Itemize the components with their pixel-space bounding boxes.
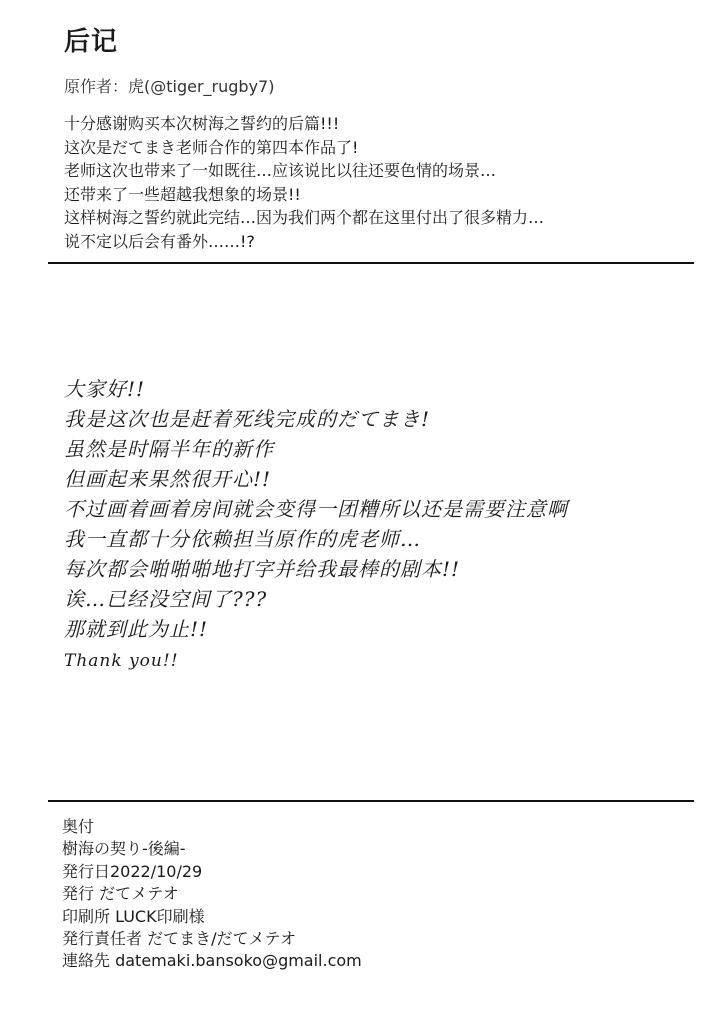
message-line: 大家好!!	[64, 377, 146, 401]
message-line: 不过画着画着房间就会变得一团糟所以还是需要注意啊	[64, 497, 568, 521]
colophon	[62, 816, 362, 973]
message-line: 我是这次也是赶着死线完成的だてまき!	[64, 407, 431, 431]
colophon-responsible: 発行責任者 だてまき/だてメテオ	[62, 929, 297, 949]
page-title: 后记	[64, 27, 119, 57]
colophon-publish-date: 発行日2022/10/29	[62, 861, 203, 881]
afterword-line: 这次是だてまき老师合作的第四本作品了!	[64, 137, 359, 157]
afterword-text	[64, 112, 544, 253]
colophon-heading: 奥付	[62, 817, 95, 836]
handwritten-message	[64, 374, 568, 676]
afterword-line: 十分感谢购买本次树海之誓约的后篇!!!	[64, 114, 340, 133]
afterword-line: 老师这次也带来了一如既往…应该说比以往还要色情的场景…	[64, 161, 497, 180]
divider-bottom	[48, 800, 694, 802]
colophon-book-title: 樹海の契り-後編-	[62, 839, 186, 859]
message-line: 我一直都十分依赖担当原作的虎老师…	[64, 527, 421, 551]
message-line: 诶…已经没空间了???	[64, 587, 268, 611]
message-line: 每次都会啪啪啪地打字并给我最棒的剧本!!	[64, 557, 461, 581]
colophon-publisher: 発行 だてメテオ	[62, 884, 179, 904]
divider-top	[48, 262, 694, 264]
afterword-line: 这样树海之誓约就此完结…因为我们两个都在这里付出了很多精力…	[64, 208, 545, 227]
afterword-line: 还带来了一些超越我想象的场景!!	[64, 184, 301, 204]
afterword-line: 说不定以后会有番外……!?	[64, 231, 255, 251]
colophon-printer: 印刷所 LUCK印刷様	[62, 906, 205, 926]
message-line: 那就到此为止!!	[64, 617, 209, 641]
message-line: 但画起来果然很开心!!	[64, 467, 272, 491]
author-credit: 原作者：虎(@tiger_rugby7)	[64, 77, 275, 96]
colophon-contact: 連絡先 datemaki.bansoko@gmail.com	[62, 951, 362, 971]
message-signoff: Thank you!!	[64, 651, 179, 671]
message-line: 虽然是时隔半年的新作	[64, 437, 274, 461]
